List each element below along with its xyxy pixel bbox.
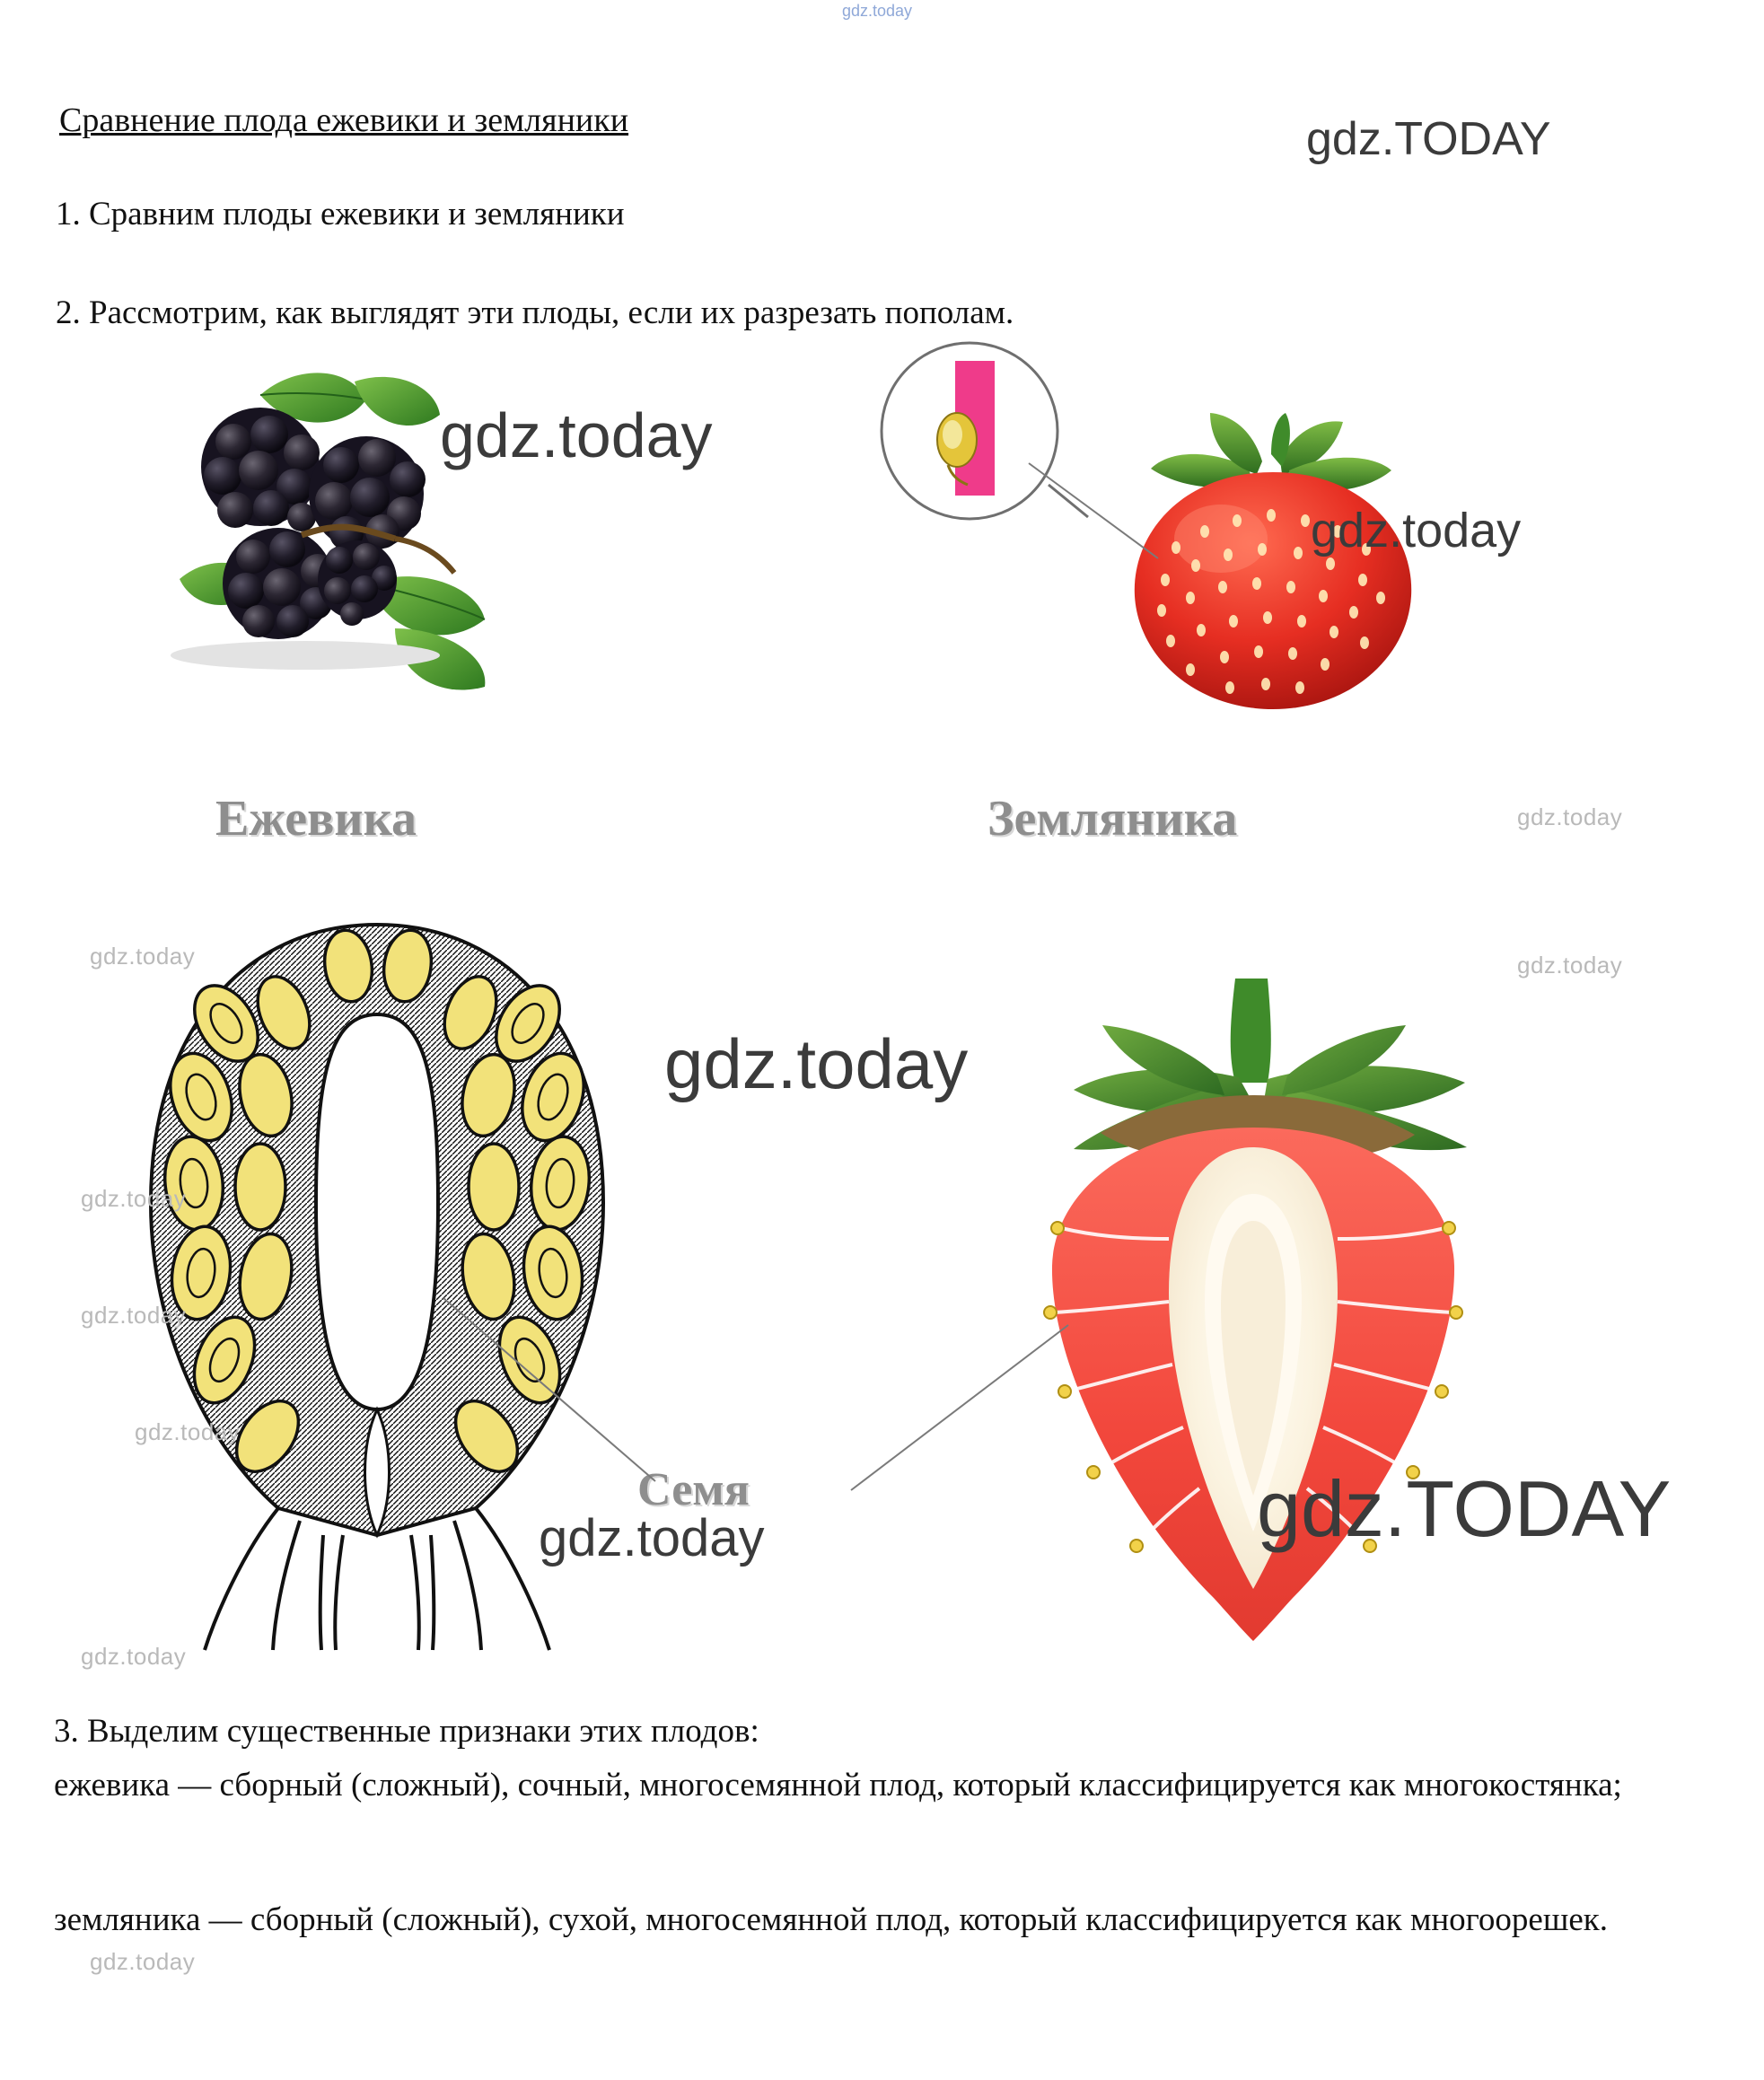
paragraph-5: земляника — сборный (сложный), сухой, многосемянной плод, который классифицируется как многоорешек.: [54, 1901, 1608, 1938]
seed-leader-line-right: [844, 1320, 1077, 1499]
blackberry-photo: [126, 359, 557, 709]
caption-seed: Семя: [637, 1464, 750, 1515]
watermark-top: gdz.today: [842, 2, 913, 20]
comparison-figure: [54, 350, 1706, 1706]
watermark-tile-5: gdz.today: [81, 1302, 187, 1329]
watermark-below-seed: gdz.today: [539, 1509, 765, 1567]
caption-strawberry: Земляника: [987, 791, 1238, 847]
watermark-figure-left: gdz.today: [440, 400, 713, 470]
watermark-tile-6: gdz.today: [135, 1418, 241, 1445]
caption-blackberry: Ежевика: [215, 791, 417, 847]
watermark-tile-2: gdz.today: [1517, 952, 1623, 979]
watermark-bottom-left: gdz.today: [90, 1948, 196, 1975]
watermark-tile-3: gdz.today: [90, 943, 196, 970]
watermark-center: gdz.today: [664, 1024, 969, 1103]
paragraph-2: 2. Рассмотрим, как выглядят эти плоды, если их разрезать пополам.: [56, 294, 1014, 331]
magnifier-leader-line: [1023, 458, 1185, 584]
seed-leader-line-left: [440, 1293, 673, 1499]
watermark-tile-1: gdz.today: [1517, 803, 1623, 830]
watermark-figure-right: gdz.today: [1311, 504, 1522, 557]
paragraph-4: ежевика — сборный (сложный), сочный, многосемянной плод, который классифицируется как многокостянка;: [54, 1767, 1622, 1804]
blackberry-cross-section-diagram: [108, 907, 736, 1652]
watermark-tile-7: gdz.today: [81, 1643, 187, 1670]
watermark-tile-4: gdz.today: [81, 1185, 187, 1212]
paragraph-3: 3. Выделим существенные признаки этих плодов:: [54, 1713, 759, 1750]
page-title: Сравнение плода ежевики и земляники: [59, 101, 629, 139]
watermark-bottom-right: gdz.TODAY: [1257, 1464, 1672, 1553]
watermark-brand-header: gdz.TODAY: [1306, 113, 1551, 165]
paragraph-1: 1. Сравним плоды ежевики и земляники: [56, 196, 625, 233]
